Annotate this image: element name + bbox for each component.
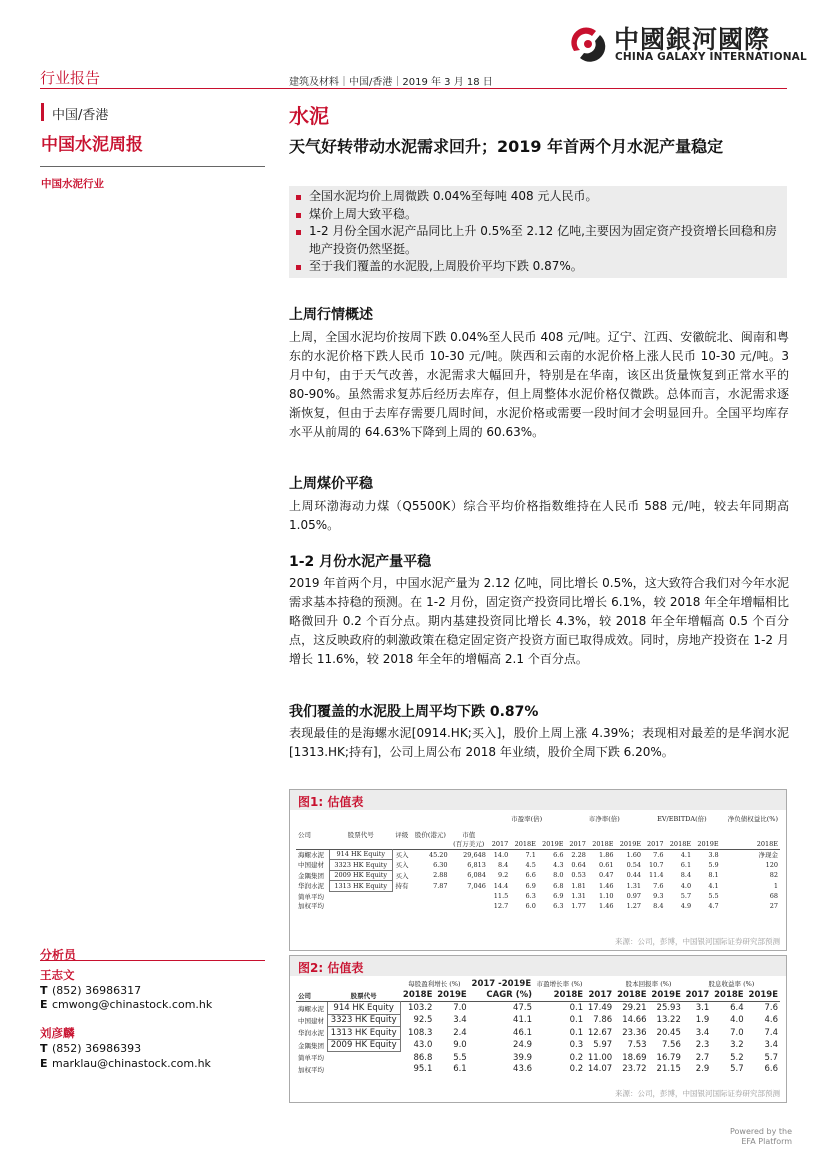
analyst-name: 刘彦麟 xyxy=(40,1026,75,1040)
key-point: 全国水泥均价上周微跌 0.04%至每吨 408 元人民币。 xyxy=(289,188,787,206)
section-body: 上周，全国水泥均价按周下跌 0.04%至人民币 408 元/吨。辽宁、江西、安徽皖北、闽南和粤东的水泥价格下跌人民币 10-30 元/吨。陕西和云南的水泥价格上涨人民币 10-30 元/吨。3 月中旬，由于天气改善，水泥需求大幅回升，特别是在华南，该区出货量恢复到正常水平的 80-90%。虽然需求复苏后经历去库存，但上周整体水泥价格仅微跌。总体而言，水泥需求逐渐恢复，但由于去库存需要几周时间，水泥价格或需要一段时间才会明显回升。全国平均库存水平从前周的 64.63%下降到上周的 60.63%。 xyxy=(289,330,789,439)
sidebar-divider xyxy=(40,166,265,167)
table-group-header: 市盈率(倍) 市净率(倍) EV/EBITDA(倍) 净负债权益比(%) xyxy=(511,815,778,824)
figure-source: 来源：公司，彭博，中国银河国际证券研究部预测 xyxy=(615,1089,780,1098)
key-point: 1-2 月份全国水泥产品同比上升 0.5%至 2.12 亿吨,主要因为固定资产投资增长回稳和房地产投资仍然坚挺。 xyxy=(289,223,787,258)
figure-1 xyxy=(289,789,787,951)
analyst-email[interactable]: E cmwong@chinastock.com.hk xyxy=(40,998,213,1011)
table-row: 加权平均 12.7 6.0 6.3 1.77 1.46 1.27 8.4 4.9 4.7 27 xyxy=(298,901,778,911)
table-row: 金隅集团 2009 HK Equity 43.0 9.0 24.9 0.3 5.97 7.53 7.56 2.3 3.2 3.4 xyxy=(298,1040,778,1051)
logo-english-name: CHINA GALAXY INTERNATIONAL xyxy=(615,51,807,63)
key-point: 至于我们覆盖的水泥股,上周股价平均下跌 0.87%。 xyxy=(289,258,787,276)
table-row: 中国建材 3323 HK Equity 92.5 3.4 41.1 0.1 7.86 14.66 13.22 1.9 4.0 4.6 xyxy=(298,1015,778,1026)
report-category: 行业报告 xyxy=(40,69,101,87)
section-body: 上周环渤海动力煤（Q5500K）综合平均价格指数维持在人民币 588 元/吨，较去年同期高 1.05%。 xyxy=(289,499,789,532)
section-title: 我们覆盖的水泥股上周平均下跌 0.87% xyxy=(289,704,539,720)
figure-source: 来源：公司，彭博，中国银河国际证券研究部预测 xyxy=(615,937,780,946)
table-row: 华润水泥 1313 HK Equity 持有 7.87 7,046 14.4 6.9 6.8 1.81 1.46 1.31 7.6 4.0 4.1 1 xyxy=(298,881,778,891)
table-row: 华润水泥 1313 HK Equity 108.3 2.4 46.1 0.1 12.67 23.36 20.45 3.4 7.0 7.4 xyxy=(298,1027,778,1038)
figure-title: 图1: 估值表 xyxy=(298,795,364,809)
valuation-table-1 xyxy=(296,814,780,911)
table-row: 中国建材 3323 HK Equity 买入 6.30 6,813 8.4 4.5 4.3 0.64 0.61 0.54 10.7 6.1 5.9 120 xyxy=(298,860,778,870)
section-title: 上周煤价平稳 xyxy=(289,476,373,492)
report-meta: 建筑及材料｜中国/香港｜2019 年 3 月 18 日 xyxy=(289,77,493,88)
figure-2 xyxy=(289,955,787,1103)
key-points xyxy=(289,186,787,278)
sector-title: 水泥 xyxy=(289,104,329,128)
analyst-heading: 分析员 xyxy=(40,948,77,962)
analyst-name: 王志文 xyxy=(40,968,75,982)
company-logo-icon xyxy=(566,23,608,65)
section-body: 2019 年首两个月，中国水泥产量为 2.12 亿吨，同比增长 0.5%，这大致符合我们对今年水泥需求基本持稳的预测。在 1-2 月份，固定资产投资同比增长 6.1%，较 2018 年全年增幅相比略微回升 0.2 个百分点。期内基建投资同比增长 4.3%，较 2018 年全年增幅高 0.5 个百分点，这反映政府的刺激政策在稳定固定资产投资方面已取得成效。同时，房地产投资在 1-2 月增长 11.6%，较 2018 年全年的增幅高 2.1 个百分点。 xyxy=(289,576,789,666)
table-header: (百万美元) 2017 2018E 2019E 2017 2018E 2019E 2017 2018E 2019E 2018E xyxy=(453,839,778,849)
table-header: 公司 股票代号 评级 股价(港元) 市值 xyxy=(298,830,476,839)
analyst-phone: T (852) 36986317 xyxy=(40,984,142,997)
industry-label: 中国水泥行业 xyxy=(41,178,104,190)
table-row: 加权平均 95.1 6.1 43.6 0.2 14.07 23.72 21.15 2.9 5.7 6.6 xyxy=(298,1064,778,1075)
table-row: 简单平均 86.8 5.5 39.9 0.2 11.00 18.69 16.79 2.7 5.2 5.7 xyxy=(298,1052,778,1063)
section-title: 1-2 月份水泥产量平稳 xyxy=(289,554,432,570)
table-group-header: 每股盈利增长 (%) 2017 -2019E 市盈增长率 (%) 股本回报率 (%) 股息收益率 (%) xyxy=(408,978,755,989)
region-label: 中国/香港 xyxy=(52,108,109,123)
section-body: 表现最佳的是海螺水泥[0914.HK;买入]，股价上周上涨 4.39%；表现相对最差的是华润水泥[1313.HK;持有]，公司上周公布 2018 年业绩，股价全周下跌 6.20%。 xyxy=(289,726,789,759)
headline: 天气好转带动水泥需求回升；2019 年首两个月水泥产量稳定 xyxy=(289,137,724,156)
region-marker xyxy=(41,103,44,121)
analyst-email[interactable]: E marklau@chinastock.com.hk xyxy=(40,1057,211,1070)
figure-title: 图2: 估值表 xyxy=(298,961,364,975)
valuation-table-2 xyxy=(296,978,780,1075)
logo-chinese-name: 中國銀河國際 xyxy=(614,25,771,54)
powered-by: Powered by the EFA Platform xyxy=(730,1127,793,1146)
analyst-phone: T (852) 36986393 xyxy=(40,1042,142,1055)
key-point: 煤价上周大致平稳。 xyxy=(289,206,787,224)
table-row: 海螺水泥 914 HK Equity 买入 45.20 29,648 14.0 7.1 6.6 2.28 1.86 1.60 7.6 4.1 3.8 净现金 xyxy=(298,850,778,859)
table-row: 简单平均 11.5 6.3 6.9 1.31 1.10 0.97 9.3 5.7 5.5 68 xyxy=(298,892,778,901)
table-row: 金隅集团 2009 HK Equity 买入 2.88 6,084 9.2 6.6 8.0 0.53 0.47 0.44 11.4 8.4 8.1 82 xyxy=(298,871,778,880)
weekly-title: 中国水泥周报 xyxy=(41,135,143,155)
section-title: 上周行情概述 xyxy=(289,307,373,323)
table-row: 海螺水泥 914 HK Equity 103.2 7.0 47.5 0.1 17.49 29.21 25.93 3.1 6.4 7.6 xyxy=(298,1002,778,1013)
header-divider xyxy=(40,88,787,89)
table-header: 公司 股票代号 2018E 2019E CAGR (%) 2018E 2017 2018E 2019E 2017 2018E 2019E xyxy=(298,990,778,1001)
